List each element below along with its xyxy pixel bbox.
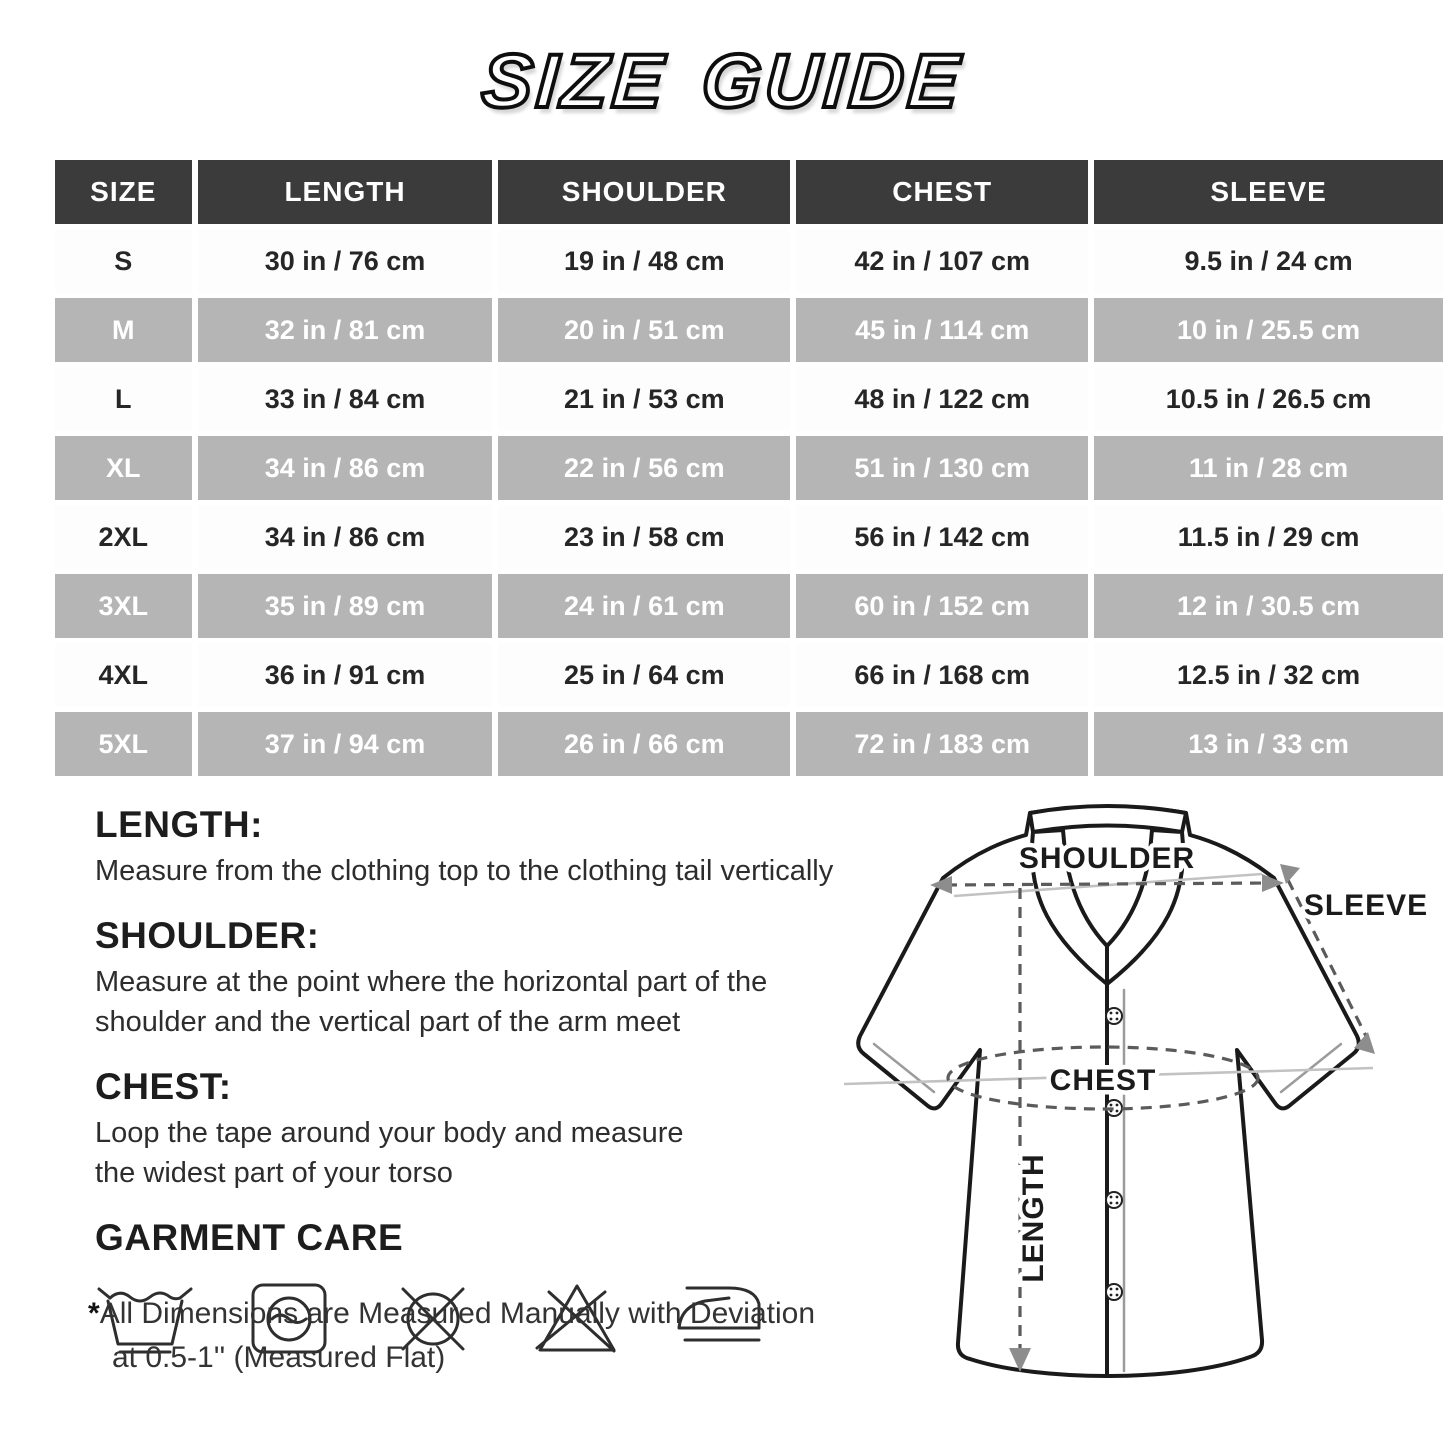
size-label: M [55, 298, 192, 362]
chest-instruction [95, 1066, 905, 1193]
column-header-length: LENGTH [198, 160, 493, 224]
shoulder-value: 20 in / 51 cm [498, 298, 790, 362]
sleeve-value: 13 in / 33 cm [1094, 712, 1443, 776]
column-header-shoulder: SHOULDER [498, 160, 790, 224]
chest-value: 45 in / 114 cm [796, 298, 1088, 362]
shoulder-instruction [95, 915, 905, 1042]
column-header-size: SIZE [55, 160, 192, 224]
sleeve-label: SLEEVE [1303, 889, 1429, 922]
chest-value: 42 in / 107 cm [796, 229, 1088, 293]
column-header-sleeve: SLEEVE [1094, 160, 1443, 224]
page-header [0, 38, 1445, 125]
shoulder-measure-line [946, 883, 1268, 885]
asterisk-marker: * [88, 1297, 100, 1330]
length-value: 34 in / 86 cm [198, 436, 493, 500]
sleeve-value: 10.5 in / 26.5 cm [1094, 367, 1443, 431]
size-label: 3XL [55, 574, 192, 638]
garment-care-heading: GARMENT CARE [95, 1217, 404, 1259]
chest-value: 72 in / 183 cm [796, 712, 1088, 776]
chest-value: 48 in / 122 cm [796, 367, 1088, 431]
size-chart-table [55, 160, 1443, 776]
shoulder-value: 19 in / 48 cm [498, 229, 790, 293]
chest-value: 56 in / 142 cm [796, 505, 1088, 569]
sleeve-value: 12 in / 30.5 cm [1094, 574, 1443, 638]
length-label: LENGTH [1017, 1153, 1050, 1283]
sleeve-value: 12.5 in / 32 cm [1094, 643, 1443, 707]
shoulder-description-line1: Measure at the point where the horizontal part of the [95, 966, 768, 999]
length-value: 32 in / 81 cm [198, 298, 493, 362]
length-instruction [95, 804, 905, 891]
shoulder-value: 24 in / 61 cm [498, 574, 790, 638]
length-value: 34 in / 86 cm [198, 505, 493, 569]
size-label: 4XL [55, 643, 192, 707]
disclaimer-line2: at 0.5-1'' (Measured Flat) [112, 1340, 446, 1374]
shoulder-value: 26 in / 66 cm [498, 712, 790, 776]
size-label: L [55, 367, 192, 431]
shoulder-label: SHOULDER [1018, 842, 1196, 875]
chest-value: 60 in / 152 cm [796, 574, 1088, 638]
sleeve-value: 11.5 in / 29 cm [1094, 505, 1443, 569]
length-value: 30 in / 76 cm [198, 229, 493, 293]
chest-description-line1: Loop the tape around your body and measure [95, 1117, 684, 1150]
chest-label: CHEST [1049, 1064, 1157, 1097]
length-value: 33 in / 84 cm [198, 367, 493, 431]
size-label: S [55, 229, 192, 293]
chest-value: 66 in / 168 cm [796, 643, 1088, 707]
sleeve-value: 10 in / 25.5 cm [1094, 298, 1443, 362]
chest-heading: CHEST: [95, 1066, 232, 1108]
length-value: 35 in / 89 cm [198, 574, 493, 638]
chest-value: 51 in / 130 cm [796, 436, 1088, 500]
shoulder-heading: SHOULDER: [95, 915, 320, 957]
page-title: SIZE GUIDE [479, 39, 966, 124]
shirt-measurement-diagram [830, 788, 1445, 1445]
shoulder-value: 21 in / 53 cm [498, 367, 790, 431]
sleeve-value: 9.5 in / 24 cm [1094, 229, 1443, 293]
shirt-illustration [830, 788, 1445, 1445]
length-value: 36 in / 91 cm [198, 643, 493, 707]
chest-description-line2: the widest part of your torso [95, 1156, 453, 1189]
shoulder-value: 25 in / 64 cm [498, 643, 790, 707]
shoulder-value: 22 in / 56 cm [498, 436, 790, 500]
size-label: XL [55, 436, 192, 500]
size-label: 5XL [55, 712, 192, 776]
measurement-disclaimer [88, 1292, 848, 1379]
shoulder-value: 23 in / 58 cm [498, 505, 790, 569]
column-header-chest: CHEST [796, 160, 1088, 224]
disclaimer-line1: *All Dimensions are Measured Manually with Deviation [88, 1297, 815, 1330]
length-value: 37 in / 94 cm [198, 712, 493, 776]
shoulder-description-line2: shoulder and the vertical part of the arm meet [95, 1005, 681, 1038]
sleeve-value: 11 in / 28 cm [1094, 436, 1443, 500]
length-description: Measure from the clothing top to the clothing tail vertically [95, 855, 834, 887]
length-heading: LENGTH: [95, 804, 263, 845]
size-label: 2XL [55, 505, 192, 569]
